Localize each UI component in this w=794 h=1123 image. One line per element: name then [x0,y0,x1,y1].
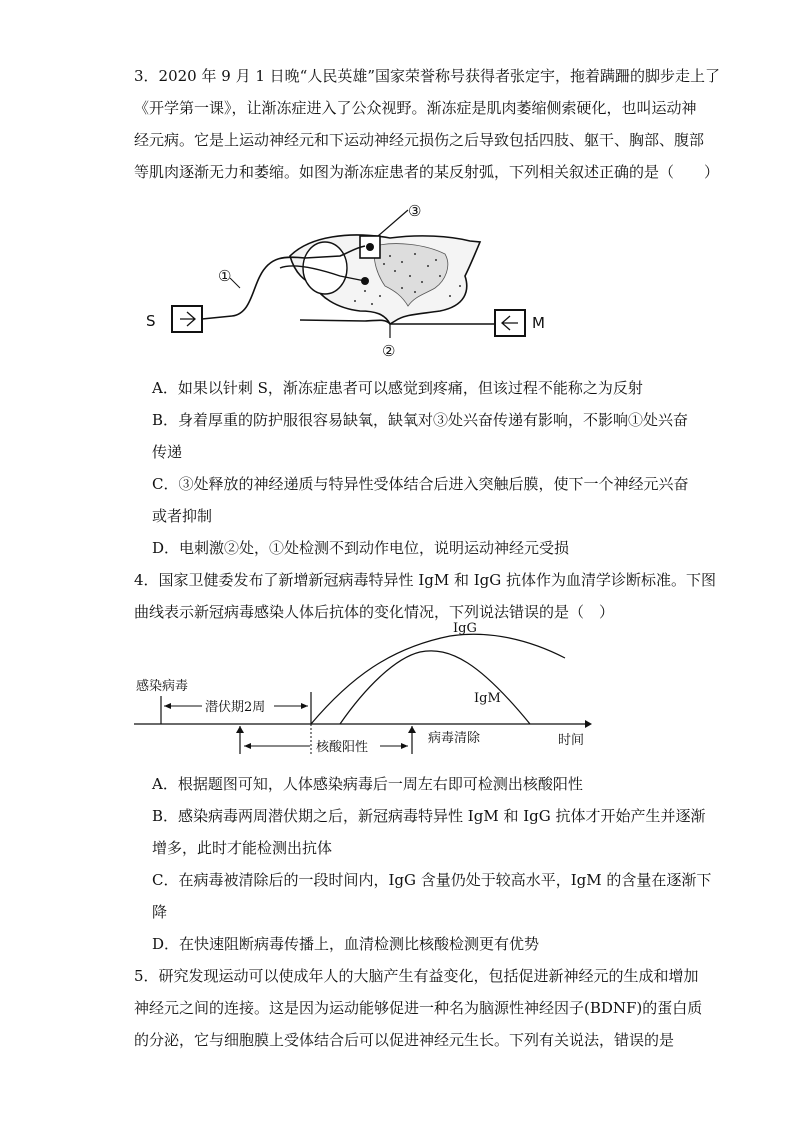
q3-line: 3．2020 年 9 月 1 日晚“人民英雄”国家荣誉称号获得者张定宇，拖着蹒跚的脚步走上了 [134,67,720,85]
infect-label: 感染病毒 [136,679,189,694]
reflex-arc-figure [140,196,560,366]
q3-line: 等肌肉逐渐无力和萎缩。如图为渐冻症患者的某反射弧，下列相关叙述正确的是（ ） [134,163,720,181]
q5-line: 5．研究发现运动可以使成年人的大脑产生有益变化，包括促进新神经元的生成和增加 [134,967,699,985]
option-a: A．根据题图可知，人体感染病毒后一周左右即可检测出核酸阳性 [152,775,583,793]
q5-line: 的分泌，它与细胞膜上受体结合后可以促进神经元生长。下列有关说法，错误的是 [134,1031,675,1049]
option-c: C．在病毒被清除后的一段时间内，IgG 含量仍处于较高水平，IgM 的含量在逐渐下 [152,871,712,889]
option-c: C．③处释放的神经递质与特异性受体结合后进入突触后膜，使下一个神经元兴奋 [152,475,689,493]
label-s: S [146,312,156,330]
q5-line: 神经元之间的连接。这是因为运动能够促进一种名为脑源性神经因子(BDNF)的蛋白质 [134,999,703,1017]
x-axis-label: 时间 [558,733,585,748]
label-m: M [532,314,545,332]
efferent-nerve [300,320,495,324]
option-a: A．如果以针刺 S，渐冻症患者可以感觉到疼痛，但该过程不能称之为反射 [152,379,643,397]
option-c-cont: 或者抑制 [152,507,213,525]
option-b: B．感染病毒两周潜伏期之后，新冠病毒特异性 IgM 和 IgG 抗体才开始产生并逐渐 [152,807,706,825]
q4-line: 4．国家卫健委发布了新增新冠病毒特异性 IgM 和 IgG 抗体作为血清学诊断标准。下图 [134,571,717,589]
igg-label: IgG [453,621,477,636]
q3-line: 经元病。它是上运动神经元和下运动神经元损伤之后导致包括四肢、躯干、胸部、腹部 [134,131,705,149]
igm-curve [340,651,530,724]
nucleic-label: 核酸阳性 [316,740,369,755]
latency-label: 潜伏期2周 [205,700,266,715]
option-b-cont: 增多，此时才能检测出抗体 [152,839,333,857]
option-b: B．身着厚重的防护服很容易缺氧，缺氧对③处兴奋传递有影响，不影响①处兴奋 [152,411,689,429]
label-2: ② [382,342,396,360]
label-1: ① [218,267,232,285]
label-3: ③ [408,202,422,220]
option-c-cont: 降 [152,903,168,921]
option-d: D．在快速阻断病毒传播上，血清检测比核酸检测更有优势 [152,935,540,953]
igm-label: IgM [474,691,501,706]
option-b-cont: 传递 [152,443,183,461]
option-d: D．电刺激②处，①处检测不到动作电位，说明运动神经元受损 [152,539,570,557]
q4-line: 曲线表示新冠病毒感染人体后抗体的变化情况，下列说法错误的是（ ） [134,603,615,621]
q3-line: 《开学第一课》，让渐冻症进入了公众视野。渐冻症是肌肉萎缩侧索硬化，也叫运动神 [134,99,697,117]
antibody-chart [130,618,600,758]
cleared-label: 病毒清除 [428,731,481,746]
